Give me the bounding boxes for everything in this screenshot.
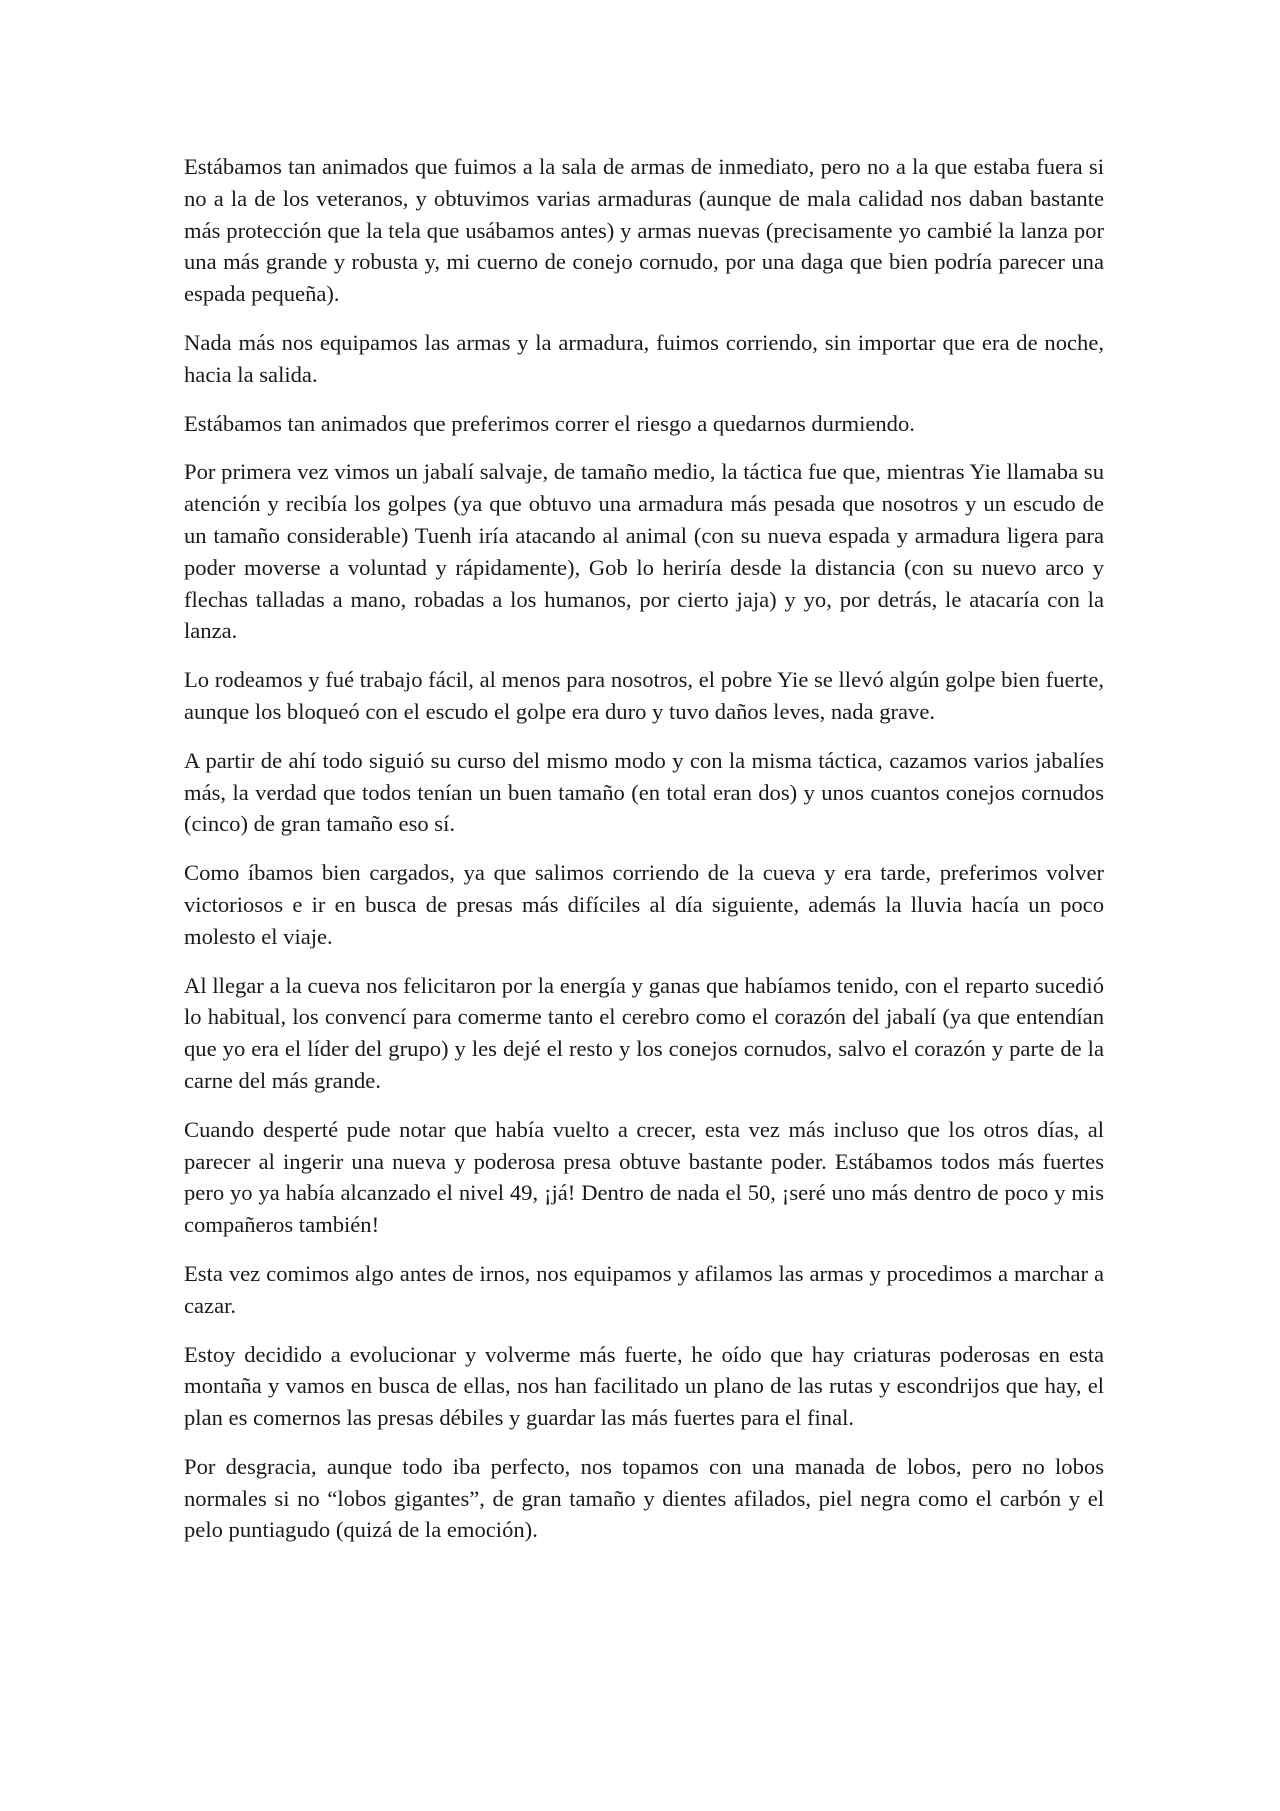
paragraph-3: Estábamos tan animados que preferimos correr el riesgo a quedarnos durmiendo. [184, 410, 915, 436]
paragraph-1: Estábamos tan animados que fuimos a la sala de armas de inmediato, pero no a la que estaba fuera si no a la de los veteranos, y obtuvimos varias armaduras (aunque de mala calidad nos daban bastante más protección que la tela que usábamos antes) y armas nuevas (precisamente yo cambié la lanza por una más grande y robusta y, mi cuerno de conejo cornudo, por una daga que bien podría parecer una espada pequeña). [184, 154, 1104, 307]
paragraph-9: Cuando desperté pude notar que había vuelto a crecer, esta vez más incluso que los otros días, al parecer al ingerir una nueva y poderosa presa obtuve bastante poder. Estábamos todos más fuertes pero yo ya había alcanzado el nivel 49, ¡já! Dentro de nada el 50, ¡seré uno más dentro de poco y mis compañeros también! [184, 1116, 1104, 1238]
paragraph-4: Por primera vez vimos un jabalí salvaje, de tamaño medio, la táctica fue que, mientras Yie llamaba su atención y recibía los golpes (ya que obtuvo una armadura más pesada que nosotros y un escudo de un tamaño considerable) Tuenh iría atacando al animal (con su nueva espada y armadura ligera para poder moverse a voluntad y rápidamente), Gob lo heriría desde la distancia (con su nuevo arco y flechas talladas a mano, robadas a los humanos, por cierto jaja) y yo, por detrás, le atacaría con la lanza. [184, 459, 1104, 644]
paragraph-11: Estoy decidido a evolucionar y volverme más fuerte, he oído que hay criaturas poderosas en esta montaña y vamos en busca de ellas, nos han facilitado un plano de las rutas y escondrijos que hay, el plan es comernos las presas débiles y guardar las más fuertes para el final. [184, 1341, 1104, 1431]
document-body [184, 151, 1104, 1563]
paragraph-6: A partir de ahí todo siguió su curso del mismo modo y con la misma táctica, cazamos varios jabalíes más, la verdad que todos tenían un buen tamaño (en total eran dos) y unos cuantos conejos cornudos (cinco) de gran tamaño eso sí. [184, 747, 1104, 837]
paragraph-10: Esta vez comimos algo antes de irnos, nos equipamos y afilamos las armas y procedimos a marchar a cazar. [184, 1260, 1104, 1318]
paragraph-2: Nada más nos equipamos las armas y la armadura, fuimos corriendo, sin importar que era de noche, hacia la salida. [184, 329, 1104, 387]
paragraph-7: Como íbamos bien cargados, ya que salimos corriendo de la cueva y era tarde, preferimos volver victoriosos e ir en busca de presas más difíciles al día siguiente, además la lluvia hacía un poco molesto el viaje. [184, 860, 1104, 949]
paragraph-12: Por desgracia, aunque todo iba perfecto, nos topamos con una manada de lobos, pero no lobos normales si no “lobos gigantes”, de gran tamaño y dientes afilados, piel negra como el carbón y el pelo puntiagudo (quizá de la emoción). [184, 1453, 1104, 1543]
paragraph-5: Lo rodeamos y fué trabajo fácil, al menos para nosotros, el pobre Yie se llevó algún golpe bien fuerte, aunque los bloqueó con el escudo el golpe era duro y tuvo daños leves, nada grave. [184, 667, 1104, 724]
paragraph-8: Al llegar a la cueva nos felicitaron por la energía y ganas que habíamos tenido, con el reparto sucedió lo habitual, los convencí para comerme tanto el cerebro como el corazón del jabalí (ya que entendían que yo era el líder del grupo) y les dejé el resto y los conejos cornudos, salvo el corazón y parte de la carne del más grande. [184, 972, 1104, 1093]
